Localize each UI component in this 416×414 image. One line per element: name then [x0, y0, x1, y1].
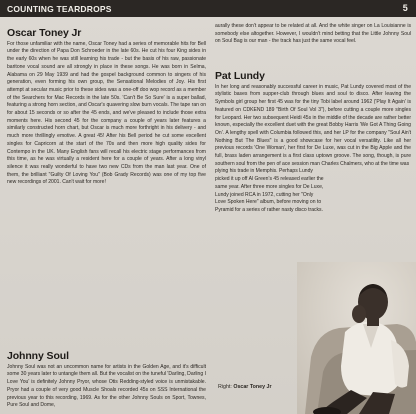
section-heading: Johnny Soul — [7, 350, 69, 362]
left-column — [7, 23, 206, 409]
section-johnny-soul — [7, 350, 206, 410]
portrait-photo — [297, 262, 416, 414]
continued-text: aurally these don't appear to be related at all. And the white singer on La Louisianne is somebody else altogether. However, I wouldn't mind betting that the Little Johnny Soul on Soul Bag is our man - the track has just the same vocal feel. — [215, 23, 411, 45]
section-heading: Pat Lundy — [215, 70, 265, 82]
header-title: COUNTING TEARDROPS — [7, 4, 112, 14]
caption-name: Oscar Toney Jr — [233, 384, 272, 390]
section-pat-lundy — [215, 70, 411, 215]
page-header — [0, 0, 416, 17]
section-body: In her long and reasonably successful career in music, Pat Lundy covered most of the stylistic bases from supper-club through blues and soul to disco. After leaving the Symbols girl group her first 45 was for the tiny Tobi label around 1962 ('Play It Again' is featured on CDKEND 189 "Birth Of Soul Vol 3"), before cutting a couple more singles for Leopard. Her two subsequent Heidi 45s in the middle of the decade are rather better known, especially the excellent duet with the great Bobby Harris 'We Got A Thing Going On'. A lengthy spell with Columbia followed this, and her LP for the company "Soul Ain't Nothing But The Blues" is a good showcase for her vocal versatility. Like all her previous records 'One Woman', her first for De Luxe, was cut in the Big Apple and the full, brass laden arrangement is a first class uptown groove. The song, though, is pure southern soul from the pen of ace session man Charles Chalmers, who at the time was — [215, 83, 411, 167]
section-body: For those unfamiliar with the name, Oscar Toney had a series of memorable hits for Bell under the direction of Papa Don Schroeder in the late 60s. He cut his four King sides in the early 60s when he was still learning his trade - but the basis of his raw, passionate baritone vocal sound are all strongly in place in these songs. He was born in Selma, Alabama on 29 May 1939 and had the gospel background common to singers of his generation, even forming his own group, the Sensational Melodies of Joy. His first attempt at secular music prior to these sides was a one-off doo wop record as a member of the Searchers for Mac Records in the late 50s. 'Can't Be So Sure' is a super ballad, featuring a strong horn section, and Oscar's quavering slow burn vocals. The tape ran on for about 15 seconds or so after the 45 ends, and we've pleased to include those extra moments here. His second 45 for the company a couple of years later features a similarly constructed horn chart, but Oscar is much more forthright in his delivery - and much more thrillingly emotive. A great 45! After his Bell period he cut some excellent singles for Capricorn at the start of the 70s and then more high quality sides for Contempo in the UK. Many English fans will recall his electric stage performances from this time, as he was virtually a resident here for a couple of years. After a long vinyl silence it was really wonderful to have two new CDs from the man last year. One of them, the brilliant "Guilty Of Loving You" (Bob Grady Records) was one of my top five new recordings of 2001. Can't wait for more! — [7, 40, 206, 186]
photo-caption — [218, 384, 272, 390]
section-body-wrap: plying his trade in Memphis. Perhaps Lundy picked it up off Al Green's 45 released earlier the same year. After three more singles for De Luxe, Lundy joined RCA in 1972, cutting her "Only Love Spoken Here" album, before moving on to Pyramid for a series of rather nasty disco tracks. — [215, 168, 324, 213]
portrait-image — [297, 262, 416, 414]
page-number: 5 — [402, 3, 408, 13]
section-heading: Oscar Toney Jr — [7, 27, 82, 39]
right-column — [215, 23, 411, 213]
caption-label: Right: — [218, 384, 232, 390]
section-oscar-toney — [7, 27, 206, 187]
section-body: Johnny Soul was not an uncommon name for artists in the Golden Age, and it's difficult some 30 years later to untangle them all. But the vocalist on the tuneful 'Darling, Darling I Love You' is definitely Johnny Pryor, whose Otis Redding-styled voice is unmistakable. Pryor had a couple of very good Muscle Shoals recorded 45s on SSS International the previous year to this recording, 1969. As for the other Johnny Souls on Sport, Townes, Pure Soul and Dome, — [7, 363, 206, 409]
